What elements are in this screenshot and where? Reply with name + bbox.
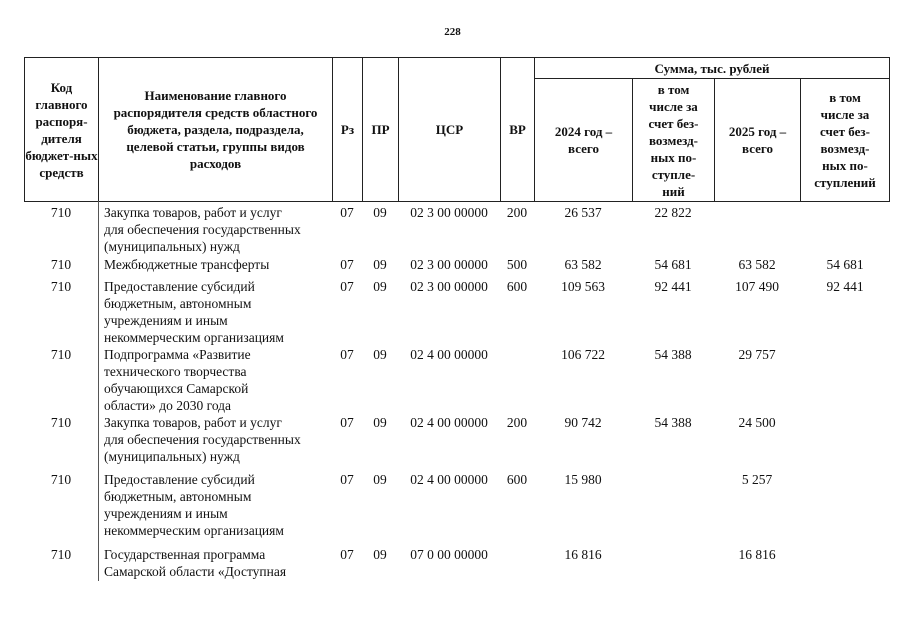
header-2024-free: в том числе за счет без-возмезд-ных по-ступле-ний bbox=[648, 81, 699, 199]
row-name: Подпрограмма «Развитие технического творчества обучающихся Самарской области» до 2030 года bbox=[104, 347, 251, 413]
row-vr: 200 bbox=[506, 205, 528, 220]
header-pr: ПР bbox=[371, 122, 390, 137]
row-pr: 09 bbox=[373, 415, 387, 430]
row-csr: 02 3 00 00000 bbox=[410, 279, 488, 294]
row-code: 710 bbox=[50, 415, 72, 430]
header-code: Код главного распоря-дителя бюджет-ных средств bbox=[25, 79, 98, 180]
row-pr: 09 bbox=[373, 347, 387, 362]
row-2024-total: 26 537 bbox=[564, 205, 602, 220]
row-pr: 09 bbox=[373, 547, 387, 562]
row-name: Закупка товаров, работ и услуг для обеспечения государственных (муниципальных) нужд bbox=[104, 415, 301, 464]
row-2024-total: 109 563 bbox=[561, 279, 605, 294]
row-2025-free: 54 681 bbox=[826, 257, 864, 272]
header-2025-total: 2025 год – всего bbox=[728, 124, 787, 156]
row-2024-free: 92 441 bbox=[654, 279, 692, 294]
row-code: 710 bbox=[50, 347, 72, 362]
row-vr: 500 bbox=[506, 257, 528, 272]
row-rz: 07 bbox=[340, 205, 354, 220]
row-rz: 07 bbox=[340, 547, 354, 562]
row-name: Закупка товаров, работ и услуг для обеспечения государственных (муниципальных) нужд bbox=[104, 205, 301, 254]
row-pr: 09 bbox=[373, 257, 387, 272]
row-2025-total: 24 500 bbox=[738, 415, 776, 430]
row-2024-free: 54 388 bbox=[654, 415, 692, 430]
header-sum: Сумма, тыс. рублей bbox=[654, 60, 770, 76]
row-rz: 07 bbox=[340, 415, 354, 430]
row-2024-total: 106 722 bbox=[561, 347, 605, 362]
row-name: Предоставление субсидий бюджетным, автономным учреждениям и иным некоммерческим организациям bbox=[104, 279, 284, 345]
row-2025-total: 5 257 bbox=[741, 472, 773, 487]
row-vr: 200 bbox=[506, 415, 528, 430]
row-pr: 09 bbox=[373, 279, 387, 294]
row-2024-total: 15 980 bbox=[564, 472, 602, 487]
row-2025-total: 107 490 bbox=[735, 279, 779, 294]
row-2024-total: 63 582 bbox=[564, 257, 602, 272]
row-2025-total: 63 582 bbox=[738, 257, 776, 272]
row-2025-free: 92 441 bbox=[826, 279, 864, 294]
row-csr: 07 0 00 00000 bbox=[410, 547, 488, 562]
page-number: 228 bbox=[444, 26, 461, 38]
row-csr: 02 4 00 00000 bbox=[410, 415, 488, 430]
header-rz: Рз bbox=[340, 122, 355, 137]
row-code: 710 bbox=[50, 279, 72, 294]
row-csr: 02 4 00 00000 bbox=[410, 472, 488, 487]
row-name: Государственная программа Самарской области «Доступная bbox=[104, 547, 287, 579]
row-vr: 600 bbox=[506, 279, 528, 294]
row-rz: 07 bbox=[340, 472, 354, 487]
row-2024-free: 54 681 bbox=[654, 257, 692, 272]
row-2025-total: 29 757 bbox=[738, 347, 776, 362]
row-csr: 02 4 00 00000 bbox=[410, 347, 488, 362]
row-vr: 600 bbox=[506, 472, 528, 487]
header-name: Наименование главного распорядителя средств областного бюджета, раздела, подраздела, целевой статьи, группы видов расходов bbox=[113, 88, 318, 171]
row-code: 710 bbox=[50, 205, 72, 220]
row-rz: 07 bbox=[340, 257, 354, 272]
row-code: 710 bbox=[50, 547, 72, 562]
header-2025-free: в том числе за счет без-возмезд-ных по-ступлений bbox=[814, 90, 876, 190]
row-rz: 07 bbox=[340, 279, 354, 294]
header-vr: ВР bbox=[509, 122, 526, 137]
row-csr: 02 3 00 00000 bbox=[410, 205, 488, 220]
row-csr: 02 3 00 00000 bbox=[410, 257, 488, 272]
row-pr: 09 bbox=[373, 205, 387, 220]
row-code: 710 bbox=[50, 257, 72, 272]
header-2024-total: 2024 год – всего bbox=[554, 124, 613, 156]
row-pr: 09 bbox=[373, 472, 387, 487]
row-2024-free: 54 388 bbox=[654, 347, 692, 362]
row-2024-total: 16 816 bbox=[564, 547, 602, 562]
header-csr: ЦСР bbox=[435, 122, 464, 137]
row-2024-free: 22 822 bbox=[654, 205, 692, 220]
row-2024-total: 90 742 bbox=[564, 415, 602, 430]
row-2025-total: 16 816 bbox=[738, 547, 776, 562]
row-rz: 07 bbox=[340, 347, 354, 362]
row-name: Предоставление субсидий бюджетным, автономным учреждениям и иным некоммерческим организациям bbox=[104, 472, 284, 538]
row-name: Межбюджетные трансферты bbox=[104, 257, 270, 272]
row-code: 710 bbox=[50, 472, 72, 487]
